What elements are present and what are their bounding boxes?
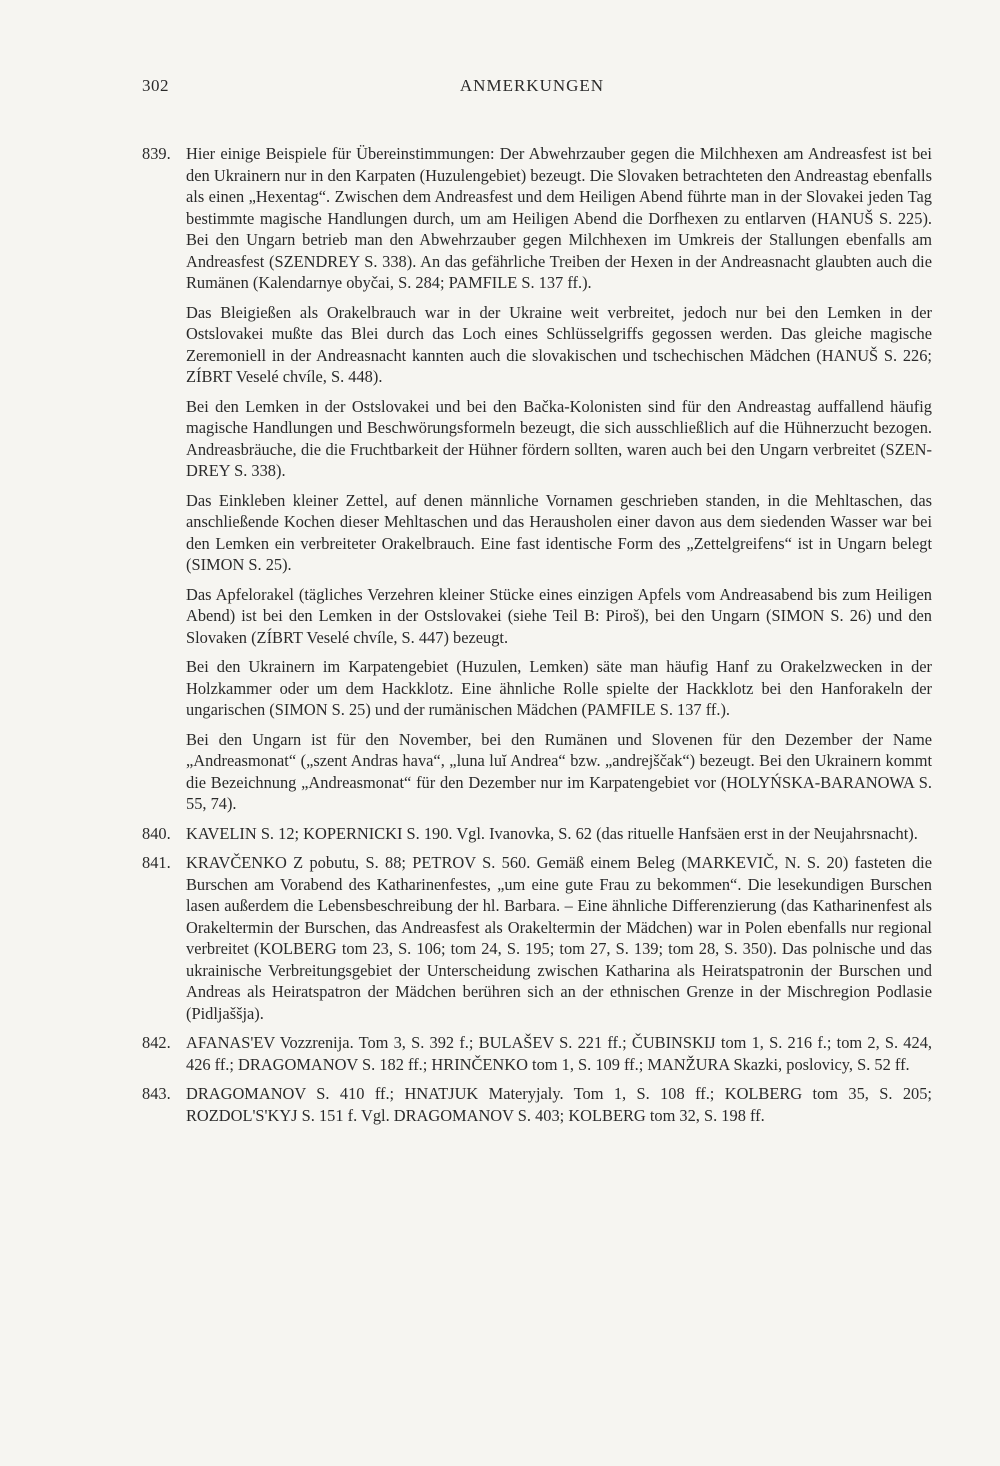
notes-list xyxy=(142,143,932,1134)
note-paragraph: KAVELIN S. 12; KOPERNICKI S. 190. Vgl. Ivanovka, S. 62 (das rituelle Hanfsäen erst in der Neujahrsnacht). xyxy=(186,823,918,843)
note-paragraph: Bei den Lemken in der Ostslovakei und bei den Bačka-Kolonisten sind für den Andreastag auffallend häufig magische Handlungen und Beschwörungsformeln bezeugt, die sich ausschließlich auf die Hühnerzucht bezogen. Andreasbräuche, die die Fruchtbarkeit der Hühner fördern sollten, waren auch bei den Ungarn verbreitet (SZENDREY S. 338). xyxy=(186,396,932,480)
note-paragraph: AFANAS'EV Vozzrenija. Tom 3, S. 392 f.; BULAŠEV S. 221 ff.; ČUBINSKIJ tom 1, S. 216 f.; tom 2, S. 424, 426 ff.; DRAGOMANOV S. 182 ff.; HRINČENKO tom 1, S. 109 ff.; MANŽURA Skazki, poslovicy, S. 52 ff. xyxy=(186,1033,932,1074)
note-number: 839. xyxy=(142,144,171,163)
note-body xyxy=(186,852,932,1032)
note-841 xyxy=(142,852,932,1032)
note-body xyxy=(186,1083,932,1134)
note-body xyxy=(186,823,932,853)
note-842 xyxy=(142,1032,932,1083)
note-839 xyxy=(142,143,932,823)
running-head xyxy=(142,76,922,102)
note-body xyxy=(186,143,932,823)
note-body xyxy=(186,1032,932,1083)
note-843 xyxy=(142,1083,932,1134)
note-paragraph: Das Einkleben kleiner Zettel, auf denen männliche Vornamen geschrieben standen, in die Mehltaschen, das anschließende Kochen dieser Mehltaschen und das Herausholen einer davon aus dem siedenden Wasser war bei den Lemken ein verbreiteter Orakelbrauch. Eine fast identische Form des „Zettelgreifens“ ist in Ungarn belegt (SIMON S. 25). xyxy=(186,490,932,574)
section-title: ANMERKUNGEN xyxy=(459,76,605,95)
note-paragraph: KRAVČENKO Z pobutu, S. 88; PETROV S. 560. Gemäß einem Beleg (MARKEVIČ, N. S. 20) fasteten die Burschen am Vorabend des Katharinenfestes, „um eine gute Frau zu bekommen“. Die lesekundigen Burschen lasen außerdem die Lebensbeschreibung der hl. Barbara. – Eine ähnliche Differenzierung (das Katharinenfest als Orakeltermin der Burschen, das Andreasfest als Orakeltermin der Mädchen) war in Polen ebenfalls nur regional verbreitet (KOLBERG tom 23, S. 106; tom 24, S. 195; tom 27, S. 139; tom 28, S. 350). Das polnische und das ukrainische Verbreitungsgebiet der Unterscheidung zwischen Katharina als Heiratspatronin der Burschen und Andreas als Heiratspatron der Mädchen berühren sich an der ethnischen Grenze in der Mischregion Podlasie (Pidljaššja). xyxy=(186,853,932,1023)
page-number: 302 xyxy=(142,76,169,95)
note-number: 841. xyxy=(142,853,171,872)
note-paragraph: Bei den Ungarn ist für den November, bei den Rumänen und Slovenen für den Dezember der Name „Andreasmonat“ („szent Andras hava“, „luna luĭ Andrea“ bzw. „andrejščak“) bezeugt. Bei den Ukrainern kommt die Bezeichnung „Andreasmonat“ für den Dezember nur im Karpatengebiet vor (HOLYŃSKA-BARANOWA S. 55, 74). xyxy=(186,729,932,813)
note-number: 842. xyxy=(142,1033,171,1052)
note-paragraph: Das Apfelorakel (tägliches Verzehren kleiner Stücke eines einzigen Apfels vom Andreasabend bis zum Heiligen Abend) ist bei den Lemken in der Ostslovakei (siehe Teil B: Piroš), bei den Ungarn (SIMON S. 26) und den Slovaken (ZÍBRT Veselé chvíle, S. 447) bezeugt. xyxy=(186,584,932,647)
note-number: 843. xyxy=(142,1084,171,1103)
note-paragraph: Hier einige Beispiele für Übereinstimmungen: Der Abwehrzauber gegen die Milchhexen am Andreasfest ist bei den Ukrainern nur in den Karpaten (Huzulengebiet) bezeugt. Die Slovaken betrachteten den Andreastag ebenfalls als einen „Hexentag“. Zwischen dem Andreasfest und dem Heiligen Abend führte man in der Slovakei jeden Tag bestimmte magische Handlungen durch, um am Heiligen Abend die Dorfhexen zu entlarven (HANUŠ S. 225). Bei den Ungarn betrieb man den Abwehrzauber gegen Milchhexen im Umkreis der Stallungen ebenfalls am Andreasfest (SZENDREY S. 338). An das gefährliche Treiben der Hexen in der Andreasnacht glaubten auch die Rumänen (Kalendarnye obyčai, S. 284; PAMFILE S. 137 ff.). xyxy=(186,144,932,292)
note-840 xyxy=(142,823,932,853)
note-paragraph: Bei den Ukrainern im Karpatengebiet (Huzulen, Lemken) säte man häufig Hanf zu Orakelzwecken in der Holzkammer oder um dem Hackklotz. Eine ähnliche Rolle spielte der Hackklotz bei den Hanforakeln der ungarischen (SIMON S. 25) und der rumänischen Mädchen (PAMFILE S. 137 ff.). xyxy=(186,657,932,719)
note-number: 840. xyxy=(142,823,171,843)
note-paragraph: Das Bleigießen als Orakelbrauch war in der Ukraine weit verbreitet, jedoch nur bei den Lemken in der Ostslovakei mußte das Blei durch das Loch eines Schlüsselgriffs gegossen werden. Das gleiche magische Zeremoniell in der Andreasnacht kannten auch die slovakischen und tschechischen Mädchen (HANUŠ S. 226; ZÍBRT Veselé chvíle, S. 448). xyxy=(186,302,932,386)
note-paragraph: DRAGOMANOV S. 410 ff.; HNATJUK Materyjaly. Tom 1, S. 108 ff.; KOLBERG tom 35, S. 205; ROZDOL'S'KYJ S. 151 f. Vgl. DRAGOMANOV S. 403; KOLBERG tom 32, S. 198 ff. xyxy=(186,1084,932,1125)
